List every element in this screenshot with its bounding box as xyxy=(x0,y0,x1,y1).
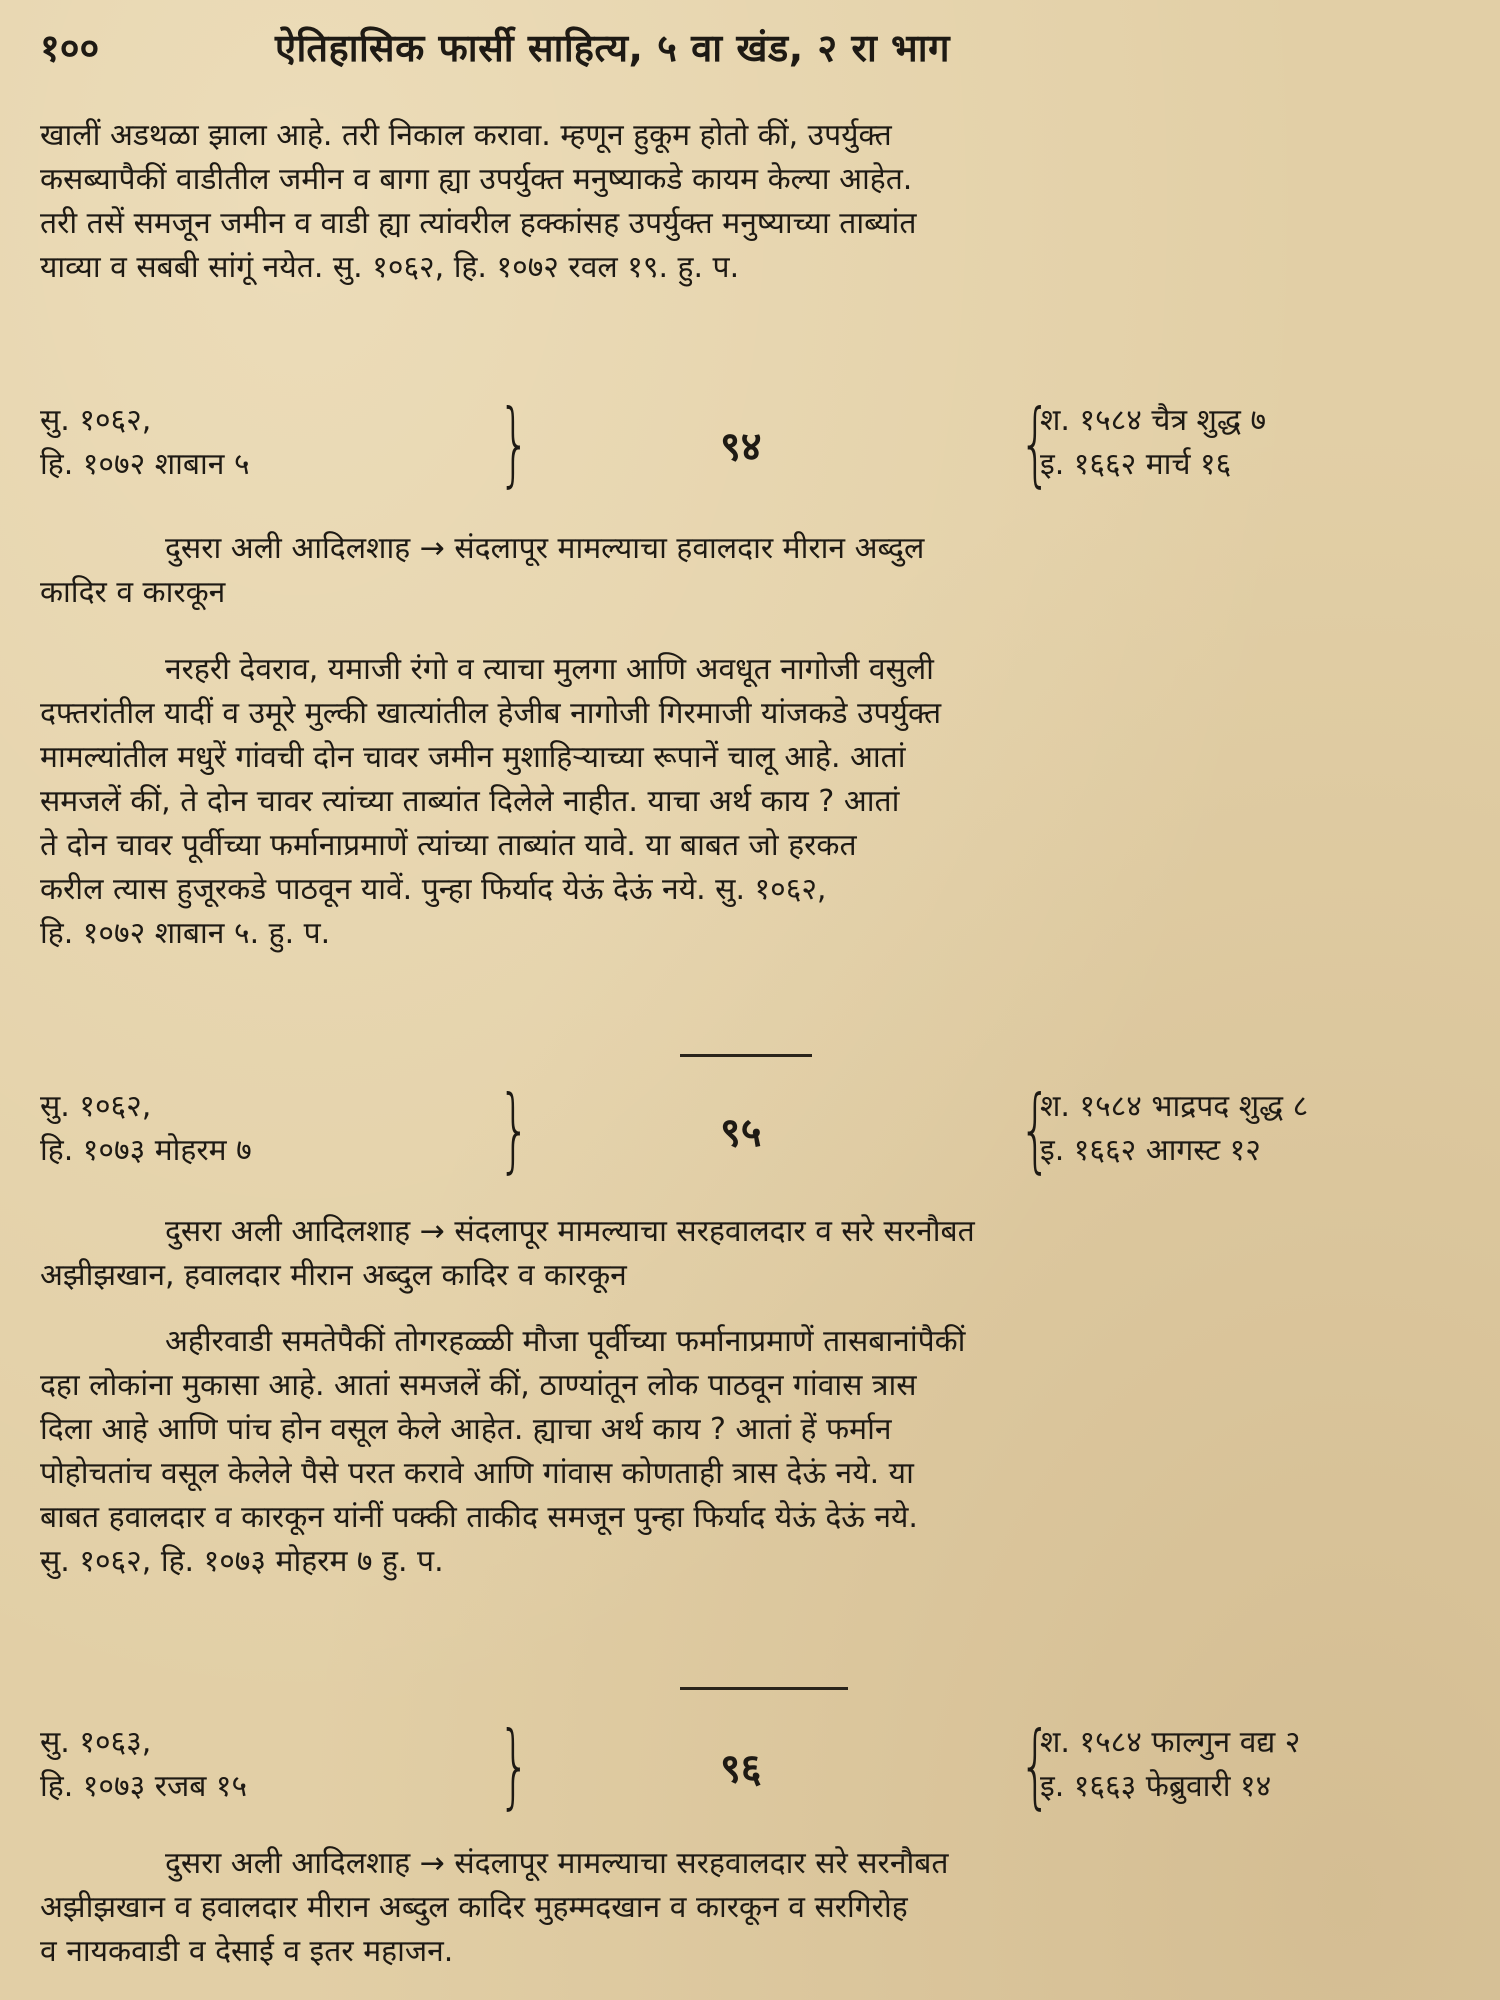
book-title: ऐतिहासिक फार्सी साहित्य, ५ वा खंड, २ रा भाग xyxy=(275,26,950,70)
doc96-hijri-suhur-date: सु. १०६३, xyxy=(40,1725,152,1760)
doc94-english-date: इ. १६६२ मार्च १६ xyxy=(1040,447,1232,482)
section-divider xyxy=(680,1687,848,1690)
text-line: याव्या व सबबी सांगूं नयेत. सु. १०६२, हि. १०७२ रवल १९. हु. प. xyxy=(40,250,740,285)
doc96-right-brace: { xyxy=(1019,1712,1052,1819)
text-line: दुसरा अली आदिलशाह → संदलापूर मामल्याचा सरहवालदार व सरे सरनौबत xyxy=(165,1214,975,1249)
text-line: दुसरा अली आदिलशाह → संदलापूर मामल्याचा सरहवालदार सरे सरनौबत xyxy=(165,1846,949,1881)
doc95-shaka-date: श. १५८४ भाद्रपद शुद्ध ८ xyxy=(1040,1089,1309,1124)
text-line: सु. १०६२, हि. १०७३ मोहरम ७ हु. प. xyxy=(40,1544,444,1579)
running-header xyxy=(40,18,1460,78)
text-line: समजलें कीं, ते दोन चावर त्यांच्या ताब्यांत दिलेले नाहीत. याचा अर्थ काय ? आतां xyxy=(40,784,900,819)
page-number: १०० xyxy=(40,26,100,70)
doc95-hijri-date: हि. १०७३ मोहरम ७ xyxy=(40,1133,252,1168)
section-divider xyxy=(680,1054,812,1057)
doc96-left-brace: } xyxy=(498,1712,531,1819)
text-line: दहा लोकांना मुकासा आहे. आतां समजलें कीं, ठाण्यांतून लोक पाठवून गांवास त्रास xyxy=(40,1368,917,1403)
text-line: अहीरवाडी समतेपैकीं तोगरहळ्ळी मौजा पूर्वीच्या फर्मानाप्रमाणें तासबानांपैकीं xyxy=(165,1324,966,1359)
doc95-english-date: इ. १६६२ आगस्ट १२ xyxy=(1040,1133,1261,1168)
text-line: हि. १०७२ शाबान ५. हु. प. xyxy=(40,916,331,951)
doc94-addressee xyxy=(40,527,1480,615)
doc95-number: ९५ xyxy=(720,1110,762,1156)
doc96-date-block xyxy=(40,1712,1470,1822)
text-line: अझीझखान व हवालदार मीरान अब्दुल कादिर मुहम्मदखान व कारकून व सरगिरोह xyxy=(40,1890,908,1925)
doc94-body xyxy=(40,648,1480,956)
text-line: अझीझखान, हवालदार मीरान अब्दुल कादिर व कारकून xyxy=(40,1258,627,1293)
doc94-shaka-date: श. १५८४ चैत्र शुद्ध ७ xyxy=(1040,403,1267,438)
text-line: नरहरी देवराव, यमाजी रंगो व त्याचा मुलगा आणि अवधूत नागोजी वसुली xyxy=(165,652,934,687)
text-line: खालीं अडथळा झाला आहे. तरी निकाल करावा. म्हणून हुकूम होतो कीं, उपर्युक्त xyxy=(40,118,892,153)
doc94-number: ९४ xyxy=(720,424,762,470)
text-line: कसब्यापैकीं वाडीतील जमीन व बागा ह्या उपर्युक्त मनुष्याकडे कायम केल्या आहेत. xyxy=(40,162,913,197)
text-line: पोहोचतांच वसूल केलेले पैसे परत करावे आणि गांवास कोणताही त्रास देऊं नये. या xyxy=(40,1456,914,1491)
doc94-right-brace: { xyxy=(1019,390,1052,497)
doc96-english-date: इ. १६६३ फेब्रुवारी १४ xyxy=(1040,1769,1272,1804)
text-line: ते दोन चावर पूर्वीच्या फर्मानाप्रमाणें त्यांच्या ताब्यांत यावे. या बाबत जो हरकत xyxy=(40,828,857,863)
doc96-shaka-date: श. १५८४ फाल्गुन वद्य २ xyxy=(1040,1725,1301,1760)
doc94-date-block xyxy=(40,390,1470,500)
text-line: व नायकवाडी व देसाई व इतर महाजन. xyxy=(40,1934,454,1969)
text-line: दफ्तरांतील यादीं व उमूरे मुल्की खात्यांतील हेजीब नागोजी गिरमाजी यांजकडे उपर्युक्त xyxy=(40,696,942,731)
intro-paragraph xyxy=(40,114,1480,290)
doc95-addressee xyxy=(40,1210,1480,1298)
doc95-left-brace: } xyxy=(498,1076,531,1183)
doc95-right-brace: { xyxy=(1019,1076,1052,1183)
doc96-number: ९६ xyxy=(720,1746,762,1792)
text-line: मामल्यांतील मधुरें गांवची दोन चावर जमीन मुशाहिऱ्याच्या रूपानें चालू आहे. आतां xyxy=(40,740,906,775)
text-line: बाबत हवालदार व कारकून यांनीं पक्की ताकीद समजून पुन्हा फिर्याद येऊं देऊं नये. xyxy=(40,1500,918,1535)
text-line: दुसरा अली आदिलशाह → संदलापूर मामल्याचा हवालदार मीरान अब्दुल xyxy=(165,531,925,566)
text-line: दिला आहे आणि पांच होन वसूल केले आहेत. ह्याचा अर्थ काय ? आतां हें फर्मान xyxy=(40,1412,892,1447)
doc95-date-block xyxy=(40,1076,1470,1186)
doc94-left-brace: } xyxy=(498,390,531,497)
doc95-hijri-suhur-date: सु. १०६२, xyxy=(40,1089,152,1124)
text-line: कादिर व कारकून xyxy=(40,575,226,610)
text-line: करील त्यास हुजूरकडे पाठवून यावें. पुन्हा फिर्याद येऊं देऊं नये. सु. १०६२, xyxy=(40,872,827,907)
text-line: तरी तसें समजून जमीन व वाडी ह्या त्यांवरील हक्कांसह उपर्युक्त मनुष्याच्या ताब्यांत xyxy=(40,206,917,241)
doc94-hijri-date: हि. १०७२ शाबान ५ xyxy=(40,447,250,482)
doc94-hijri-suhur-date: सु. १०६२, xyxy=(40,403,152,438)
doc95-body xyxy=(40,1320,1480,1584)
doc96-addressee xyxy=(40,1842,1480,1974)
doc96-hijri-date: हि. १०७३ रजब १५ xyxy=(40,1769,248,1804)
